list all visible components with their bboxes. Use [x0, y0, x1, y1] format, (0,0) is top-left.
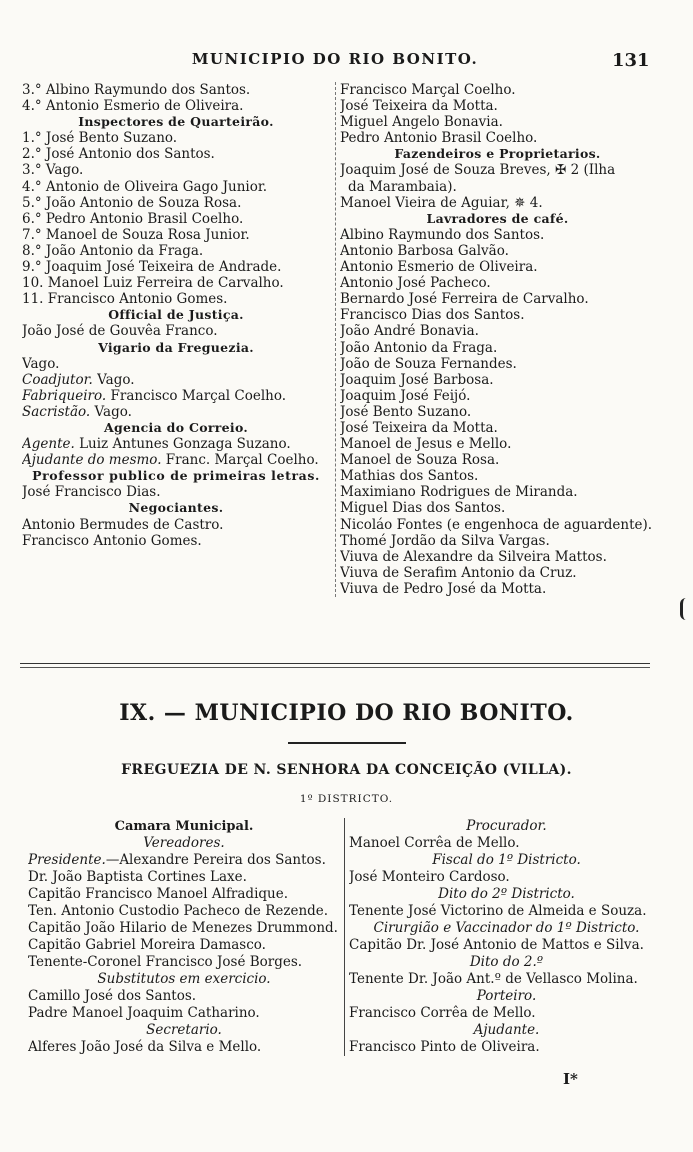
role-label: Presidente.	[28, 852, 106, 868]
list-item: 8.° João Antonio da Fraga.	[22, 242, 204, 259]
list-item	[22, 452, 330, 468]
list-item: Tenente José Victorino de Almeida e Souza.	[349, 903, 647, 919]
role-label: Porteiro.	[476, 988, 537, 1004]
list-item: Francisco Corrêa de Mello.	[349, 1005, 536, 1021]
left-column	[22, 82, 330, 549]
right-column	[335, 82, 655, 597]
section-heading-vigario: Vigario da Freguezia.	[98, 339, 254, 355]
list-item: 5.° João Antonio de Souza Rosa.	[22, 194, 242, 211]
role-label: Agente.	[22, 436, 75, 453]
list-item: Manoel Vieira de Aguiar, ✵ 4.	[340, 194, 543, 211]
role-label: Ajudante do mesmo.	[22, 452, 162, 469]
list-item: Joaquim José Feijó.	[340, 387, 471, 404]
role-label: Dito do 2.º	[469, 954, 544, 970]
margin-bracket-mark	[680, 598, 688, 620]
list-item: Miguel Dias dos Santos.	[340, 500, 506, 517]
list-item: João de Souza Fernandes.	[340, 355, 517, 372]
running-head: MUNICIPIO DO RIO BONITO.	[191, 50, 479, 68]
list-item	[22, 436, 330, 452]
list-item: Antonio José Pacheco.	[340, 275, 491, 292]
list-item: 6.° Pedro Antonio Brasil Coelho.	[22, 210, 244, 227]
list-item: Antonio Bermudes de Castro.	[22, 516, 224, 533]
role-label: Cirurgião e Vaccinador do 1º Districto.	[373, 920, 640, 936]
list-item: Joaquim José Barbosa.	[340, 371, 494, 388]
list-item: Albino Raymundo dos Santos.	[340, 226, 545, 243]
list-item: Antonio Esmerio de Oliveira.	[340, 259, 538, 276]
role-label: Coadjutor.	[22, 371, 93, 388]
list-item: 3.° Vago.	[22, 162, 84, 179]
list-item: Viuva de Serafim Antonio da Cruz.	[340, 564, 577, 581]
signature-mark: I*	[563, 1070, 578, 1088]
list-item: João José de Gouvêa Franco.	[22, 323, 218, 340]
list-item: Capitão Gabriel Moreira Damasco.	[28, 937, 266, 953]
role-value: Luiz Antunes Gonzaga Suzano.	[79, 436, 291, 453]
list-item: Maximiano Rodrigues de Miranda.	[340, 484, 578, 501]
list-item: Capitão Dr. José Antonio de Mattos e Silva.	[349, 937, 644, 953]
list-item: 11. Francisco Antonio Gomes.	[22, 291, 228, 308]
role-label: Dito do 2º Districto.	[438, 886, 575, 902]
list-item: Tenente Dr. João Ant.º de Vellasco Molina.	[349, 971, 638, 987]
role-label: Secretario.	[146, 1022, 222, 1038]
role-value: Franc. Marçal Coelho.	[165, 452, 319, 469]
section-heading-lavradores: Lavradores de café.	[426, 210, 569, 226]
role-label: Procurador.	[466, 818, 547, 834]
role-label: Substitutos em exercicio.	[97, 971, 271, 987]
list-item: 9.° Joaquim José Teixeira de Andrade.	[22, 259, 282, 276]
section-divider	[20, 663, 650, 668]
list-item: Camillo José dos Santos.	[28, 988, 197, 1004]
role-value: —Alexandre Pereira dos Santos.	[105, 852, 326, 868]
page-number: 131	[612, 50, 650, 71]
list-item: Thomé Jordão da Silva Vargas.	[340, 532, 550, 549]
list-item: 7.° Manoel de Souza Rosa Junior.	[22, 226, 250, 243]
list-item: Bernardo José Ferreira de Carvalho.	[340, 291, 589, 308]
list-item: Alferes João José da Silva e Mello.	[28, 1039, 262, 1055]
list-item: José Monteiro Cardoso.	[349, 869, 510, 885]
list-item: Pedro Antonio Brasil Coelho.	[340, 130, 538, 147]
list-item: 10. Manoel Luiz Ferreira de Carvalho.	[22, 275, 284, 292]
list-item: Joaquim José de Souza Breves, ✠ 2 (Ilha	[340, 162, 616, 179]
list-item: Ten. Antonio Custodio Pacheco de Rezende.	[28, 903, 329, 919]
list-item: 4.° Antonio de Oliveira Gago Junior.	[22, 178, 268, 195]
title-rule	[288, 742, 406, 744]
section-heading-justica: Official de Justiça.	[108, 307, 244, 323]
list-item: Mathias dos Santos.	[340, 468, 479, 485]
list-item: José Teixeira da Motta.	[340, 419, 498, 436]
list-item: José Francisco Dias.	[22, 484, 161, 501]
list-item: Viuva de Pedro José da Motta.	[340, 580, 547, 597]
section-heading-negociantes: Negociantes.	[128, 500, 224, 516]
list-item: Francisco Pinto de Oliveira.	[349, 1039, 540, 1055]
district-title: 1º DISTRICTO.	[299, 793, 394, 805]
role-value: Francisco Marçal Coelho.	[110, 387, 287, 404]
camara-column	[28, 818, 340, 1056]
section-heading-fazendeiros: Fazendeiros e Proprietarios.	[394, 146, 601, 162]
list-item: Padre Manoel Joaquim Catharino.	[28, 1005, 260, 1021]
list-item: Capitão João Hilario de Menezes Drummond.	[28, 920, 338, 936]
list-item: João André Bonavia.	[340, 323, 479, 340]
list-item: Miguel Angelo Bonavia.	[340, 114, 503, 131]
list-item: José Bento Suzano.	[340, 403, 472, 420]
list-item: Dr. João Baptista Cortines Laxe.	[28, 869, 247, 885]
role-label: Ajudante.	[473, 1022, 540, 1038]
list-item: Viuva de Alexandre da Silveira Mattos.	[340, 548, 607, 565]
section-heading-professor: Professor publico de primeiras letras.	[32, 468, 320, 484]
list-item: 3.° Albino Raymundo dos Santos.	[22, 82, 251, 98]
section-heading-correio: Agencia do Correio.	[103, 419, 249, 435]
list-item: Antonio Barbosa Galvão.	[340, 242, 509, 259]
list-item	[22, 404, 330, 420]
list-item: Francisco Dias dos Santos.	[340, 307, 525, 324]
list-item: Vago.	[22, 355, 60, 372]
parish-title: FREGUEZIA DE N. SENHORA DA CONCEIÇÃO (VILLA).	[121, 762, 572, 778]
list-item: Manoel de Souza Rosa.	[340, 452, 500, 469]
officials-column	[344, 818, 664, 1056]
list-item: Manoel Corrêa de Mello.	[349, 835, 520, 851]
camara-heading: Camara Municipal.	[114, 819, 254, 834]
list-item: Francisco Antonio Gomes.	[22, 532, 202, 549]
list-item	[22, 372, 330, 388]
list-item: Nicoláo Fontes (e engenhoca de aguardente).	[340, 516, 653, 533]
list-item: 2.° José Antonio dos Santos.	[22, 146, 215, 163]
list-item	[28, 852, 340, 869]
list-item: 4.° Antonio Esmerio de Oliveira.	[22, 98, 244, 115]
role-label: Vereadores.	[143, 835, 225, 851]
list-item: Capitão Francisco Manoel Alfradique.	[28, 886, 289, 902]
list-item	[22, 388, 330, 404]
list-item: da Marambaia).	[348, 178, 457, 195]
section-heading-inspectores: Inspectores de Quarteirão.	[78, 114, 274, 130]
list-item: 1.° José Bento Suzano.	[22, 130, 178, 147]
list-item: Manoel de Jesus e Mello.	[340, 436, 512, 453]
list-item: José Teixeira da Motta.	[340, 98, 498, 115]
list-item: Francisco Marçal Coelho.	[340, 82, 516, 98]
role-value: Vago.	[94, 403, 132, 420]
list-item: Tenente-Coronel Francisco José Borges.	[28, 954, 303, 970]
role-label: Fiscal do 1º Districto.	[432, 852, 581, 868]
role-label: Sacristão.	[22, 403, 91, 420]
role-value: Vago.	[97, 371, 135, 388]
section-title: IX. — MUNICIPIO DO RIO BONITO.	[119, 700, 574, 726]
list-item: João Antonio da Fraga.	[340, 339, 498, 356]
role-label: Fabriqueiro.	[22, 387, 107, 404]
